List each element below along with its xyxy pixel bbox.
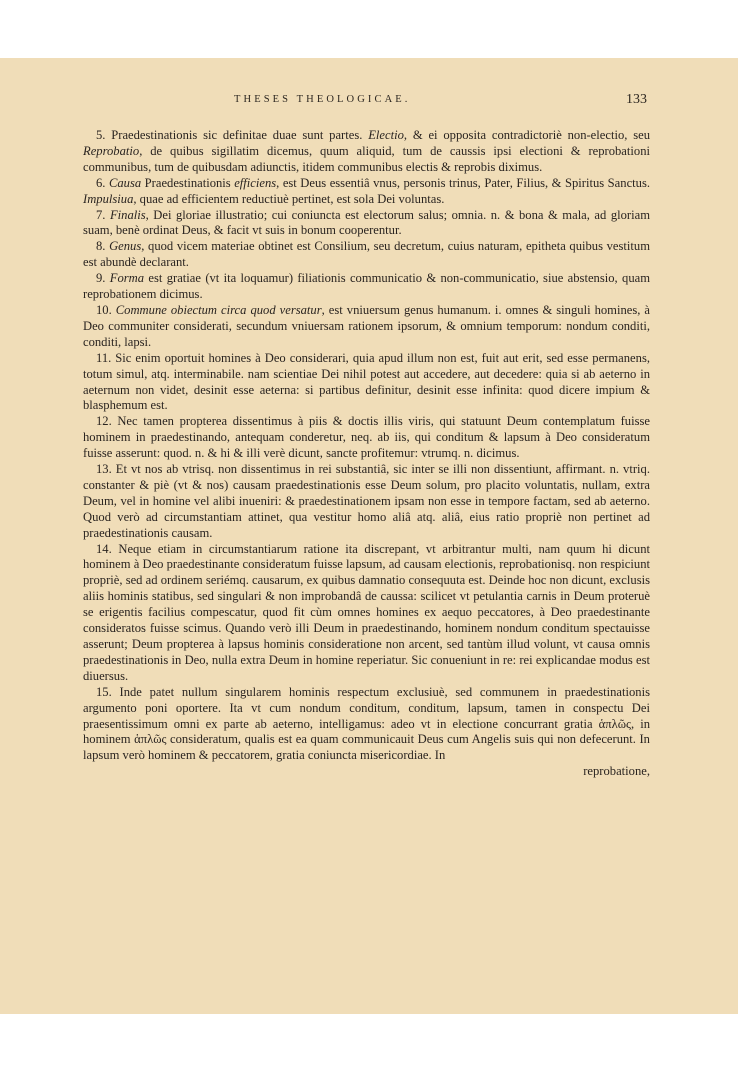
thesis-term: efficiens	[234, 175, 277, 190]
thesis-t15	[83, 685, 650, 765]
thesis-t8	[83, 239, 650, 271]
top-margin	[0, 0, 738, 58]
catchword: reprobatione,	[583, 764, 650, 779]
thesis-text: consideratum, qualis est ea quam communicauit Deus cum Angelis suis qui non defecerunt. In lapsum verò hominem & peccatorem, gratia coniuncta misericordiae. In	[83, 732, 650, 763]
thesis-term: Commune obiectum circa quod versatur	[115, 302, 322, 317]
thesis-t12	[83, 414, 650, 462]
thesis-text: 6.	[96, 175, 109, 190]
thesis-term: Finalis	[109, 207, 146, 222]
thesis-text: , de quibus sigillatim dicemus, quum aliquid, tum de caussis ipsi electioni & reprobationi communibus, tum de quibusdam adiunctis, itidem communibus electis & reprobis diximus.	[83, 143, 650, 174]
thesis-text: 15. Inde patet nullum singularem hominis respectum exclusiuè, sed communem in praedestinationis argumento poni oportere. Ita vt cum nondum conditum, conditum, lapsum, tamen in conspectu Dei praesentissimum omni ex parte ab aeterno, intelligamus: adeo vt in electione concurrant gratia	[83, 684, 650, 731]
thesis-text: ἁπλῶς	[134, 732, 167, 747]
page-number: 133	[626, 92, 647, 107]
bottom-margin	[0, 1014, 738, 1068]
thesis-text: , quae ad efficientem reductiuè pertinet, est sola Dei voluntas.	[133, 191, 445, 206]
body-text	[83, 128, 650, 780]
thesis-text: est gratiae (vt ita loquamur) filiationis communicatio & non-communicatio, siue abstensio, quam reprobationem dicimus.	[83, 271, 650, 302]
thesis-text: , Dei gloriae illustratio; cui coniuncta est electorum salus; omnia. n. & bona & mala, ad gloriam suam, benè ordinat Deus, & facit vt suis in bonum cooperentur.	[83, 207, 650, 238]
thesis-text: ἁπλῶς	[598, 716, 631, 731]
running-head	[0, 94, 738, 114]
thesis-text: 10.	[96, 302, 116, 317]
thesis-text: 12. Nec tamen propterea dissentimus à piis & doctis illis viris, qui statuunt Deum contemplatum fuisse hominem in praedestinando, antequam conderetur, neq. ab iis, qui conditum & lapsum à Deo consideratum fuisse asserunt: quod. n. & hi & illi verè dicunt, sancte profitemur: vtrumq. n. dicimus.	[83, 414, 650, 461]
thesis-text: 9.	[96, 271, 110, 286]
thesis-text: 8.	[96, 239, 110, 254]
thesis-text: , in hominem	[83, 716, 650, 747]
thesis-text: 11. Sic enim oportuit homines à Deo considerari, quia apud illum non est, fuit aut erit, sed esse permanens, totum simul, atq. interminabile. nam scientiae Dei nihil potest aut accedere, aut decedere: quia si ab aeterno in aeternum non videt, desinit esse aeterna: si partibus definitur, desinit esse infinita: quod dicere impium & blasphemum est.	[83, 350, 650, 413]
thesis-term: Electio	[368, 128, 404, 142]
thesis-text: 7.	[96, 207, 110, 222]
thesis-text: 5. Praedestinationis sic definitae duae sunt partes.	[96, 128, 369, 142]
thesis-t5	[83, 128, 650, 176]
thesis-text: , quod vicem materiae obtinet est Consilium, seu decretum, cuius naturam, epitheta quibus vestitum est abundè declarant.	[83, 239, 651, 270]
thesis-text: , est Deus essentiâ vnus, personis trinus, Pater, Filius, & Spiritus Sanctus.	[276, 175, 650, 190]
thesis-term: Impulsiua	[83, 191, 134, 206]
thesis-term: Genus	[109, 239, 142, 254]
thesis-term: Reprobatio	[83, 143, 140, 158]
thesis-text: 14. Neque etiam in circumstantiarum ratione ita discrepant, vt arbitrantur multi, nam quum hi dicunt hominem à Deo praedestinante consideratum fuisse lapsum, ad causam electionis, reprobationisq. non respiciunt propriè, sed ad ordinem seriémq. causarum, ex quibus damnatio consequuta est. Deinde hoc non dicunt, exclusis aliis hominis statibus, sed singulari & non improbandâ de caussa: scilicet vt petulantia carnis in Deum proteruè se erigentis facilius compescatur, quod fit cùm omnes homines ex aequo peccatores, à Deo praedestinante consideratos fuisse scimus. Quando verò illi Deum in praedestinando, hominem nondum conditum spectauisse asserunt; Deum propterea à lapsus hominis consideratione non arcent, sed tantùm illud volunt, vt causa omnis praedestinationis in Deo, nulla extra Deum in homine reperiatur. Sic conueniunt in re: rei explicandae modus est diuersus.	[83, 541, 650, 683]
thesis-t7	[83, 208, 650, 240]
running-head-title: THESES THEOLOGICAE.	[234, 94, 411, 105]
thesis-term: Causa	[108, 175, 142, 190]
thesis-text: , est vniuersum genus humanum. i. omnes & singuli homines, à Deo communiter considerati, secundum vniuersam rationem ipsorum, & omnium temporum: nondum conditi, conditi, lapsi.	[83, 302, 651, 349]
thesis-text: Praedestinationis	[141, 175, 235, 190]
thesis-text: , & ei opposita contradictoriè non-electio, seu	[403, 128, 650, 142]
thesis-t6	[83, 176, 650, 208]
thesis-text: 13. Et vt nos ab vtrisq. non dissentimus in rei substantiâ, sic inter se illi non dissentiunt, affirmant. n. vtriq. constanter & piè (vt & nos) causam praedestinationis esse Deum solum, pro placito voluntatis, nullam, extra Deum, vel in homine vel alibi inueniri: & praedestinationem ipsam non esse in tempore factam, sed ab aeterno. Quod verò ad circumstantiam attinet, qua vestitur homo aliâ atq. aliâ, eius ratio propriè non pertinet ad praedestinationis causam.	[83, 462, 650, 540]
thesis-t14	[83, 542, 650, 685]
thesis-term: Forma	[109, 271, 145, 286]
book-page	[0, 58, 738, 1014]
thesis-t11	[83, 351, 650, 415]
thesis-t13	[83, 462, 650, 542]
thesis-t10	[83, 303, 650, 351]
thesis-t9	[83, 271, 650, 303]
